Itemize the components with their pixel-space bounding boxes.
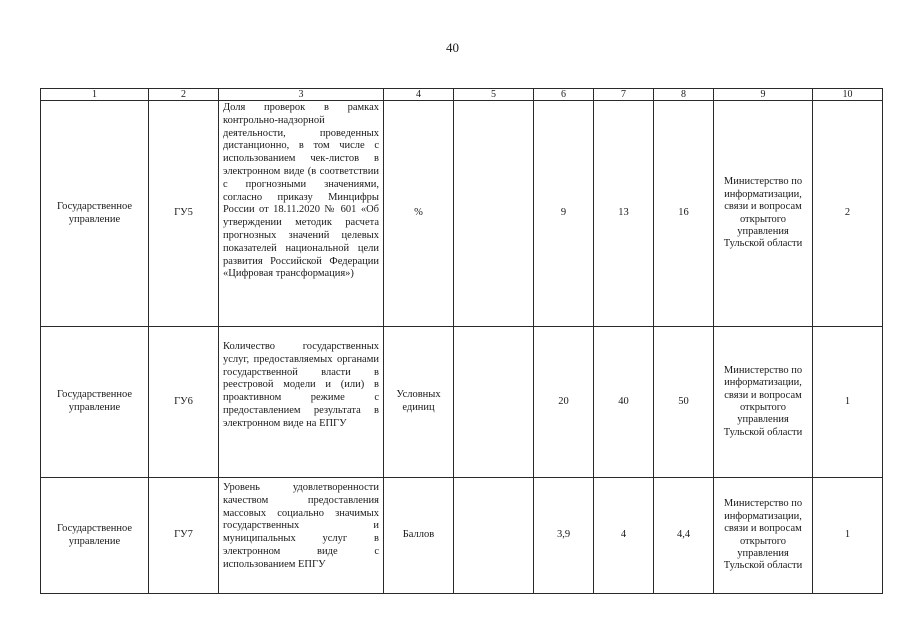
col8-cell: 16 — [654, 101, 714, 327]
column-number: 7 — [594, 89, 654, 101]
page-number: 40 — [446, 40, 459, 55]
col8-cell: 50 — [654, 327, 714, 478]
unit-cell: % — [384, 101, 454, 327]
col5-cell — [454, 327, 534, 478]
area-cell: Государственное управление — [41, 327, 149, 478]
table-row — [41, 101, 883, 327]
col7-cell: 13 — [594, 101, 654, 327]
area-cell: Государственное управление — [41, 478, 149, 594]
col7-cell: 40 — [594, 327, 654, 478]
area-cell: Государственное управление — [41, 101, 149, 327]
col6-cell: 9 — [534, 101, 594, 327]
column-number: 10 — [813, 89, 883, 101]
column-number: 1 — [41, 89, 149, 101]
code-cell: ГУ5 — [149, 101, 219, 327]
column-number: 8 — [654, 89, 714, 101]
column-number: 6 — [534, 89, 594, 101]
col5-cell — [454, 101, 534, 327]
col5-cell — [454, 478, 534, 594]
col10-cell: 1 — [813, 478, 883, 594]
responsible-cell: Министерство по информатизации, связи и вопросам открытого управления Тульской области — [714, 327, 813, 478]
col8-cell: 4,4 — [654, 478, 714, 594]
col6-cell: 3,9 — [534, 478, 594, 594]
col10-cell: 1 — [813, 327, 883, 478]
code-cell: ГУ6 — [149, 327, 219, 478]
table-row — [41, 327, 883, 478]
column-number: 9 — [714, 89, 813, 101]
unit-cell: Баллов — [384, 478, 454, 594]
column-number: 3 — [219, 89, 384, 101]
indicators-table — [40, 88, 883, 594]
column-number-row — [41, 89, 883, 101]
unit-cell: Условных единиц — [384, 327, 454, 478]
column-number: 4 — [384, 89, 454, 101]
responsible-cell: Министерство по информатизации, связи и вопросам открытого управления Тульской области — [714, 101, 813, 327]
col10-cell: 2 — [813, 101, 883, 327]
col6-cell: 20 — [534, 327, 594, 478]
col7-cell: 4 — [594, 478, 654, 594]
table-row — [41, 478, 883, 594]
indicator-cell: Уровень удовлетворенности качеством предоставления массовых социально значимых государственных и муниципальных услуг в электронном виде с использованием ЕПГУ — [219, 478, 384, 594]
responsible-cell: Министерство по информатизации, связи и вопросам открытого управления Тульской области — [714, 478, 813, 594]
code-cell: ГУ7 — [149, 478, 219, 594]
column-number: 2 — [149, 89, 219, 101]
indicator-cell: Доля проверок в рамках контрольно-надзорной деятельности, проведенных дистанционно, в том числе с использованием чек-листов в электронном виде (в соответствии с прогнозными значениями, согласно приказу Минцифры России от 18.11.2020 № 601 «Об утверждении методик расчета прогнозных значений целевых показателей национальной цели развития Российской Федерации «Цифровая трансформация») — [219, 101, 384, 327]
column-number: 5 — [454, 89, 534, 101]
indicator-cell: Количество государственных услуг, предоставляемых органами государственной власти в реестровой модели и (или) в проактивном режиме с предоставлением результата в электронном виде на ЕПГУ — [219, 327, 384, 478]
